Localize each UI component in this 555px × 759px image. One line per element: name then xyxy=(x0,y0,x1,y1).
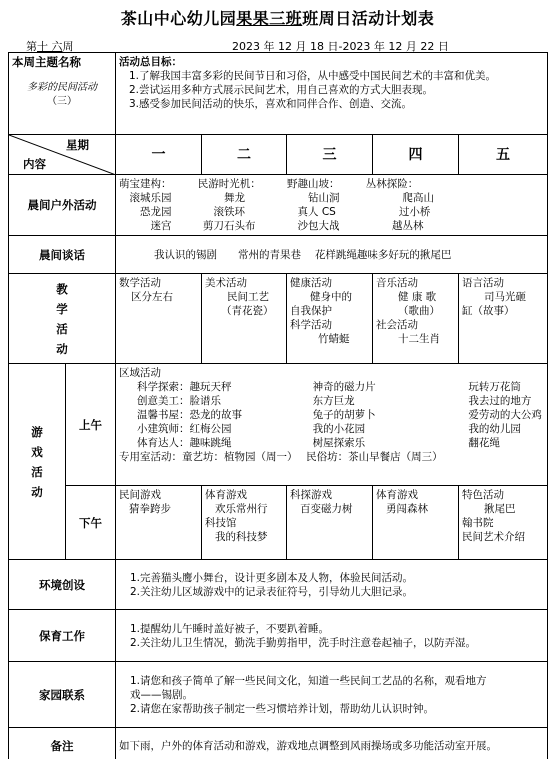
activity-name: 猜拳跨步 xyxy=(129,503,171,515)
day-friday: 五 xyxy=(459,135,548,175)
family-cell xyxy=(116,662,548,728)
activity-name: 百变磁力树 xyxy=(300,503,353,515)
area-row: 小建筑师：红梅公园 我的小花园 我的幼儿园 xyxy=(137,423,521,435)
goals-label: 活动总目标： xyxy=(119,56,182,68)
activity-type: 民间游戏 xyxy=(119,489,161,501)
teaching-monday xyxy=(116,274,202,364)
theme-cell xyxy=(9,53,116,135)
family-item: 1.请您和孩子简单了解一些民间文化，知道一些民间工艺品的名称，观看地方 xyxy=(130,674,487,687)
activity-name: 勇闯森林 xyxy=(386,503,428,515)
area-row: 温馨书屋：恐龙的故事 兔子的胡萝卜 爱劳动的大公鸡 xyxy=(137,409,542,421)
weekly-plan-table xyxy=(8,52,548,759)
activity-name: （歌曲） xyxy=(398,305,440,317)
activity-name: 民间艺术介绍 xyxy=(462,531,525,543)
activity-name: 司马光砸 xyxy=(484,291,526,303)
family-label: 家园联系 xyxy=(9,662,116,728)
activity-name: （青花瓷） xyxy=(221,305,274,317)
area-row: 科学探索：趣玩天秤 神奇的磁力片 玩转万花筒 xyxy=(137,381,521,393)
activity-name: 区分左右 xyxy=(131,291,173,303)
area-row: 体育达人：趣味跳绳 树屋探索乐 翻花绳 xyxy=(137,437,500,449)
activity-type: 社会活动 xyxy=(376,319,418,331)
teaching-wednesday xyxy=(287,274,373,364)
teaching-friday xyxy=(459,274,548,364)
activity-name: 健身中的 xyxy=(310,291,352,303)
notes-cell xyxy=(116,728,548,759)
teaching-label: 教 学 活 动 xyxy=(9,274,116,364)
area-label: 区域活动 xyxy=(119,367,161,379)
outdoor-line: 迷宫 剪刀石头布 沙包大战 越丛林 xyxy=(119,220,424,232)
activity-name: 我的科技梦 xyxy=(215,531,268,543)
activity-name: 欢乐常州行 xyxy=(215,503,268,515)
care-cell xyxy=(116,610,548,662)
area-row: 创意美工：脸谱乐 东方巨龙 我去过的地方 xyxy=(137,395,532,407)
activity-name: 民间工艺 xyxy=(227,291,269,303)
activity-type: 科探游戏 xyxy=(290,489,332,501)
afternoon-label: 下午 xyxy=(66,486,116,560)
pm-tuesday xyxy=(202,486,287,560)
teaching-thursday xyxy=(373,274,459,364)
activity-name: 翰书院 xyxy=(462,517,494,529)
outdoor-line: 滚城乐园 舞龙 钻山洞 爬高山 xyxy=(119,192,434,204)
activity-type: 科学活动 xyxy=(290,319,332,331)
family-item: 2.请您在家帮助孩子制定一些习惯培养计划，帮助幼儿认识时钟。 xyxy=(130,702,435,715)
pm-monday xyxy=(116,486,202,560)
corner-bottom-label: 内容 xyxy=(23,157,46,171)
games-label: 游 戏 活 动 xyxy=(9,364,66,560)
teaching-tuesday xyxy=(202,274,287,364)
activity-type: 特色活动 xyxy=(462,489,504,501)
environment-cell xyxy=(116,560,548,610)
day-monday: 一 xyxy=(116,135,202,175)
activity-name: 健 康 歌 xyxy=(398,291,437,303)
area-activities-cell xyxy=(116,364,548,486)
activity-type: 健康活动 xyxy=(290,277,332,289)
class-name: 果果三班 xyxy=(236,9,303,28)
title-suffix: 班周日活动计划表 xyxy=(302,9,435,28)
page-title xyxy=(0,6,555,29)
environment-item: 2.关注幼儿区域游戏中的记录表征符号，引导幼儿大胆记录。 xyxy=(130,585,414,598)
goal-item: 2.尝试运用多种方式展示民间艺术，用自己喜欢的方式大胆表现。 xyxy=(129,84,434,96)
goals-cell xyxy=(116,53,548,135)
care-item: 2.关注幼儿卫生情况，勤洗手勤剪指甲，洗手时注意卷起袖子，以防弄湿。 xyxy=(130,636,477,649)
activity-type: 音乐活动 xyxy=(376,277,418,289)
notes-text: 如下雨，户外的体育活动和游戏，游戏地点调整到风雨操场或多功能活动室开展。 xyxy=(119,739,497,752)
pm-thursday xyxy=(373,486,459,560)
morning-label: 上午 xyxy=(66,364,116,486)
goal-item: 1.了解我国丰富多彩的民间节日和习俗，从中感受中国民间艺术的丰富和优美。 xyxy=(129,70,497,82)
corner-top-label: 星期 xyxy=(66,138,89,152)
outdoor-line: 萌宝建构： 民游时光机： 野趣山坡： 丛林探险： xyxy=(119,178,419,190)
morning-talk-cell xyxy=(116,236,548,274)
environment-label: 环境创设 xyxy=(9,560,116,610)
activity-name: 揪尾巴 xyxy=(484,503,516,515)
activity-name: 缸（故事） xyxy=(462,305,515,317)
activity-name: 十二生肖 xyxy=(398,333,440,345)
week-number: 第十 六周 xyxy=(26,40,74,53)
activity-name: 自我保护 xyxy=(290,305,332,317)
family-item: 戏——锡剧。 xyxy=(130,688,193,701)
special-room-activities: 专用室活动：童艺坊：植物园（周一） 民俗坊：茶山早餐店（周三） xyxy=(119,451,443,463)
activity-type: 数学活动 xyxy=(119,277,161,289)
morning-outdoor-label: 晨间户外活动 xyxy=(9,175,116,236)
notes-label: 备注 xyxy=(9,728,116,759)
day-thursday: 四 xyxy=(373,135,459,175)
care-label: 保育工作 xyxy=(9,610,116,662)
day-wednesday: 三 xyxy=(287,135,373,175)
theme-name: 多彩的民间活动 xyxy=(27,82,97,93)
activity-type: 语言活动 xyxy=(462,277,504,289)
morning-outdoor-cell xyxy=(116,175,548,236)
pm-wednesday xyxy=(287,486,373,560)
goal-item: 3.感受参加民间活动的快乐，喜欢和同伴合作、创造、交流。 xyxy=(129,98,413,110)
day-corner-cell xyxy=(9,135,116,175)
activity-type: 美术活动 xyxy=(205,277,247,289)
activity-name: 科技馆 xyxy=(205,517,237,529)
activity-type: 体育游戏 xyxy=(205,489,247,501)
activity-type: 体育游戏 xyxy=(376,489,418,501)
activity-name: 竹蜻蜓 xyxy=(318,333,350,345)
environment-item: 1.完善猫头鹰小舞台，设计更多剧本及人物，体验民间活动。 xyxy=(130,571,414,584)
theme-label: 本周主题名称 xyxy=(12,55,81,69)
theme-part: （三） xyxy=(47,96,77,107)
morning-talk-label: 晨间谈话 xyxy=(9,236,116,274)
morning-talk-text: 我认识的锡剧 常州的青果巷 花样跳绳趣味多好玩的揪尾巴 xyxy=(154,248,452,261)
outdoor-line: 恐龙园 滚铁环 真人 CS 过小桥 xyxy=(119,206,431,218)
day-tuesday: 二 xyxy=(202,135,287,175)
date-range: 2023 年 12 月 18 日-2023 年 12 月 22 日 xyxy=(232,40,449,53)
care-item: 1.提醒幼儿午睡时盖好被子，不要趴着睡。 xyxy=(130,622,330,635)
pm-friday xyxy=(459,486,548,560)
school-name: 茶山中心幼儿园 xyxy=(120,9,237,28)
